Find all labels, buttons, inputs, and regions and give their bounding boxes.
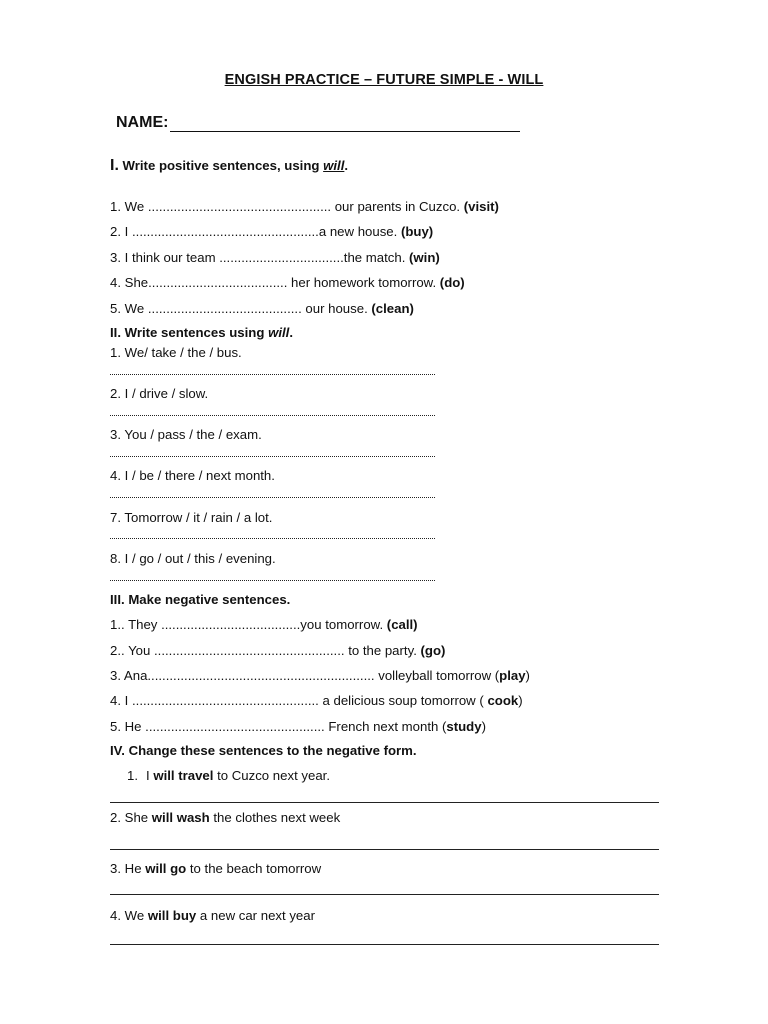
name-row	[116, 114, 520, 132]
section-4-heading: IV. Change these sentences to the negative form.	[110, 743, 417, 758]
item-text: 1.. They ......................................you tomorrow.	[110, 617, 387, 632]
section-1-item	[110, 250, 440, 266]
item-text-post: a new car next year	[196, 908, 315, 923]
answer-solid-line[interactable]	[110, 943, 659, 945]
item-text: 3. Ana.............................................................. volleyball tomorrow (	[110, 668, 500, 683]
answer-dotted-line[interactable]	[110, 372, 435, 375]
item-text: 5. We .......................................... our house.	[110, 301, 372, 316]
section-3-item	[110, 617, 418, 633]
section-1-heading	[110, 158, 348, 174]
item-hint: (do)	[439, 275, 465, 290]
item-number: 4.	[110, 908, 121, 923]
section-1-item	[110, 224, 433, 240]
section-2-item: 7. Tomorrow / it / rain / a lot.	[110, 510, 273, 525]
item-hint: cook	[487, 693, 519, 708]
section-4-item	[110, 768, 330, 784]
name-label: NAME:	[116, 114, 169, 131]
item-bold-verb: will wash	[151, 810, 210, 825]
section-2-text-post: .	[289, 325, 293, 340]
answer-dotted-line[interactable]	[110, 454, 435, 457]
answer-solid-line[interactable]	[110, 801, 659, 803]
item-number: 1.	[127, 768, 138, 783]
section-1-item	[110, 199, 499, 215]
section-4-item	[110, 861, 321, 877]
item-text: 2. I ...................................................a new house.	[110, 224, 401, 239]
section-2-item: 3. You / pass / the / exam.	[110, 427, 262, 442]
item-hint: play	[499, 668, 526, 683]
section-2-text-pre: II. Write sentences using	[110, 325, 269, 340]
item-text: 4. She...................................... her homework tomorrow.	[110, 275, 440, 290]
item-text: 3. I think our team ..................................the match.	[110, 250, 410, 265]
item-text-post: the clothes next week	[209, 810, 341, 825]
item-hint: (clean)	[371, 301, 414, 316]
answer-dotted-line[interactable]	[110, 536, 435, 539]
item-text-pre: He	[121, 861, 146, 876]
item-text-post: to the beach tomorrow	[186, 861, 322, 876]
answer-solid-line[interactable]	[110, 848, 659, 850]
item-text-pre: I	[146, 768, 154, 783]
answer-solid-line[interactable]	[110, 893, 659, 895]
item-hint: study	[446, 719, 482, 734]
item-number: 2.	[110, 810, 121, 825]
item-text: 2.. You .................................................... to the party.	[110, 643, 421, 658]
answer-dotted-line[interactable]	[110, 413, 435, 416]
answer-dotted-line[interactable]	[110, 578, 435, 581]
answer-dotted-line[interactable]	[110, 495, 435, 498]
section-1-item	[110, 301, 414, 317]
section-2-keyword: will	[268, 325, 290, 340]
item-number: 3.	[110, 861, 121, 876]
item-text-pre: She	[121, 810, 152, 825]
name-blank-line[interactable]	[170, 115, 520, 132]
section-3-item	[110, 668, 530, 684]
item-hint: (win)	[409, 250, 440, 265]
section-1-number: I.	[110, 157, 119, 174]
section-1-item	[110, 275, 465, 291]
section-1-text-pre: Write positive sentences, using	[118, 158, 324, 173]
item-text: 1. We .................................................. our parents in Cuzco.	[110, 199, 464, 214]
section-4-item	[110, 810, 340, 826]
section-3-item	[110, 719, 486, 735]
section-3-item	[110, 693, 523, 709]
item-bold-verb: will buy	[147, 908, 197, 923]
section-2-heading	[110, 325, 293, 341]
item-hint: (go)	[420, 643, 446, 658]
item-text: 5. He ................................................. French next month (	[110, 719, 447, 734]
section-2-item: 8. I / go / out / this / evening.	[110, 551, 276, 566]
section-4-item	[110, 908, 315, 924]
section-1-text-post: .	[344, 158, 349, 173]
item-text: 4. I ................................................... a delicious soup tomorrow (	[110, 693, 488, 708]
page-title: ENGISH PRACTICE – FUTURE SIMPLE - WILL	[224, 72, 544, 88]
item-bold-verb: will go	[145, 861, 187, 876]
section-2-item: 4. I / be / there / next month.	[110, 468, 275, 483]
section-3-heading: III. Make negative sentences.	[110, 592, 291, 607]
item-hint: (call)	[386, 617, 418, 632]
item-hint: (visit)	[463, 199, 499, 214]
section-1-keyword: will	[323, 158, 345, 173]
item-text-post: )	[518, 693, 523, 708]
item-text-post: )	[525, 668, 530, 683]
section-2-item: 1. We/ take / the / bus.	[110, 345, 242, 360]
item-hint: (buy)	[400, 224, 434, 239]
item-bold-verb: will travel	[153, 768, 214, 783]
item-text-post: to Cuzco next year.	[213, 768, 330, 783]
section-2-item: 2. I / drive / slow.	[110, 386, 209, 401]
section-3-item	[110, 643, 445, 659]
item-text-pre: We	[121, 908, 148, 923]
item-text-post: )	[481, 719, 486, 734]
